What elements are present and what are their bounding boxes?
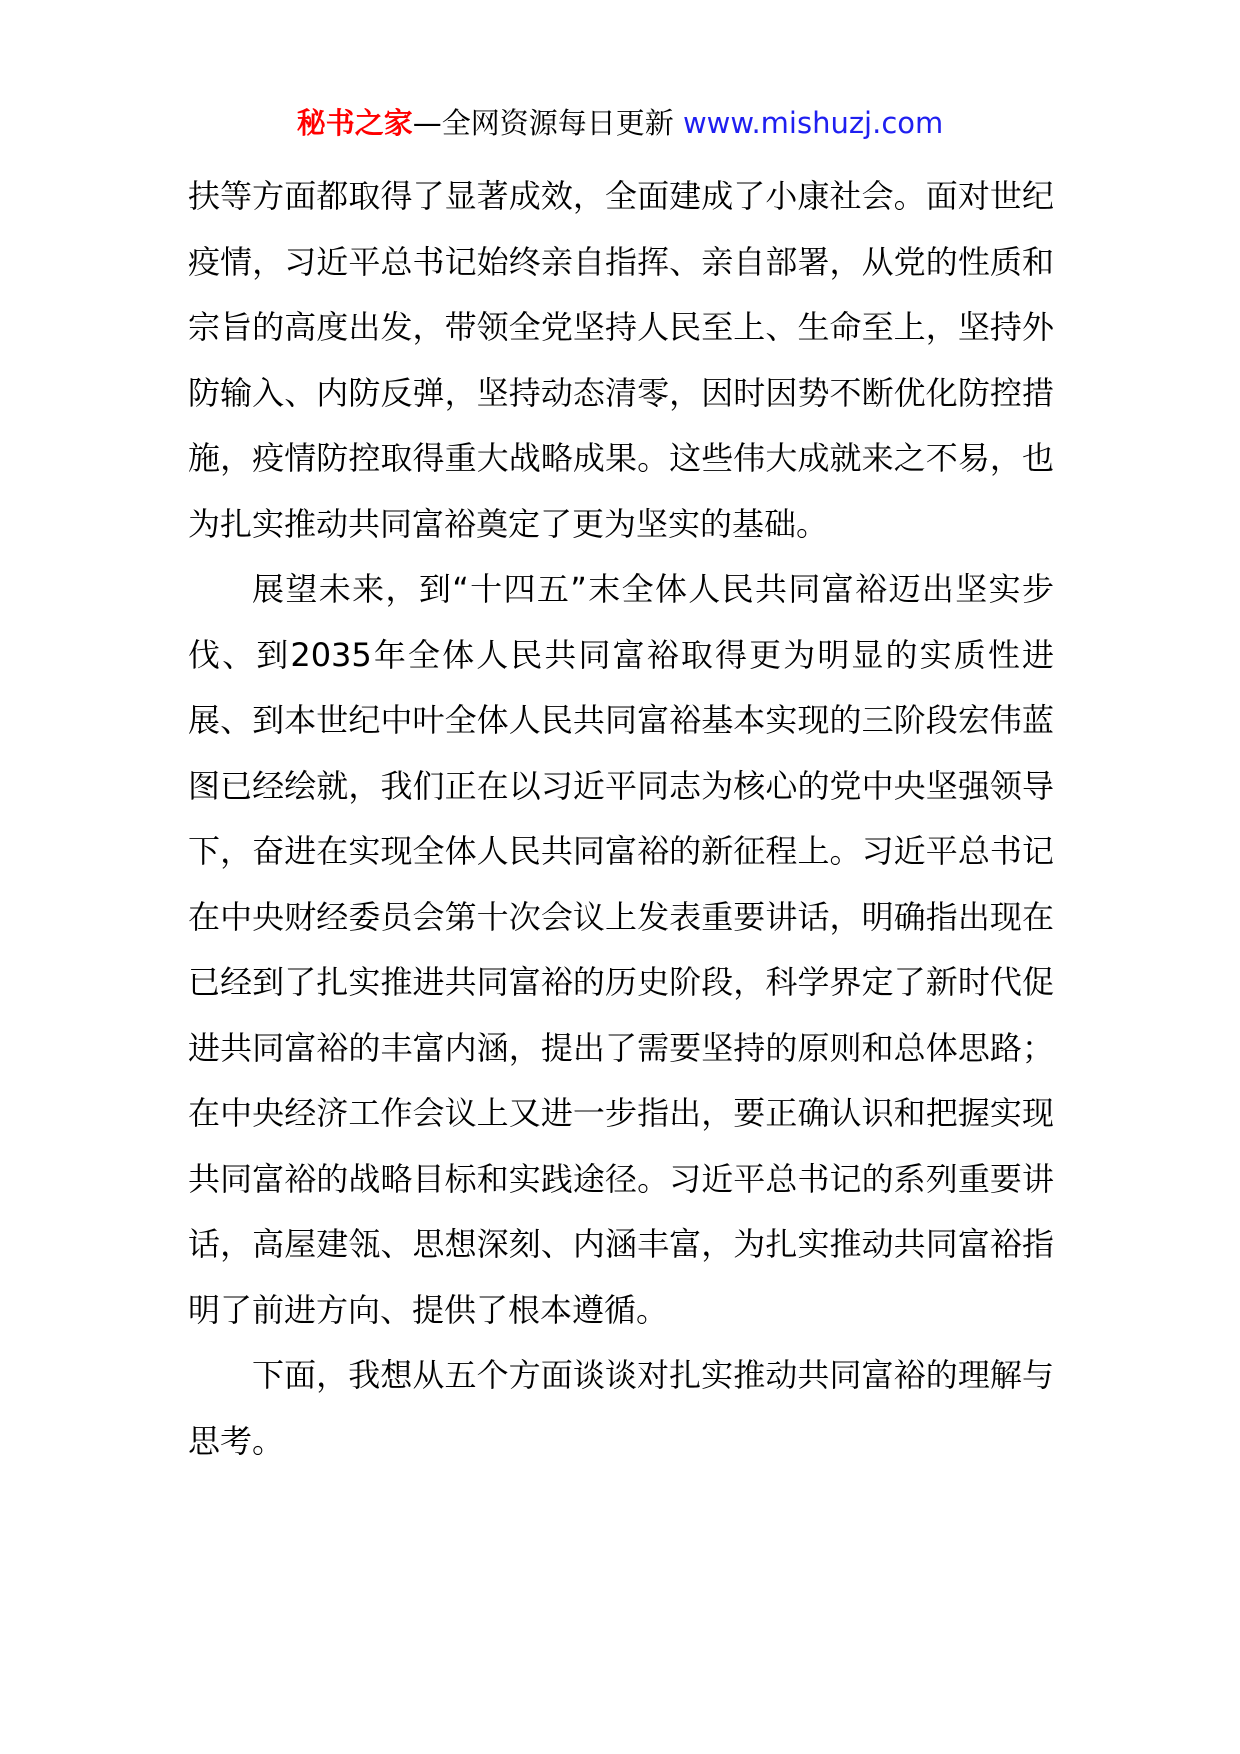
paragraph-continued: 扶等方面都取得了显著成效，全面建成了小康社会。面对世纪疫情，习近平总书记始终亲自指挥、亲自部署，从党的性质和宗旨的高度出发，带领全党坚持人民至上、生命至上，坚持外防输入、内防反弹，坚持动态清零，因时因势不断优化防控措施，疫情防控取得重大战略成果。这些伟大成就来之不易，也为扎实推动共同富裕奠定了更为坚实的基础。 xyxy=(188,177,1054,543)
page-header xyxy=(0,98,1240,148)
header-tagline: —全网资源每日更新 xyxy=(412,106,674,140)
header-brand: 秘书之家 xyxy=(296,106,413,140)
document-body xyxy=(188,164,1054,1474)
paragraph-intro-five-aspects: 下面，我想从五个方面谈谈对扎实推动共同富裕的理解与思考。 xyxy=(188,1356,1054,1460)
header-url-link[interactable]: www.mishuzj.com xyxy=(682,106,944,140)
paragraph-outlook: 展望未来，到“十四五”末全体人民共同富裕迈出坚实步伐、到2035年全体人民共同富裕取得更为明显的实质性进展、到本世纪中叶全体人民共同富裕基本实现的三阶段宏伟蓝图已经绘就，我们正在以习近平同志为核心的党中央坚强领导下，奋进在实现全体人民共同富裕的新征程上。习近平总书记在中央财经委员会第十次会议上发表重要讲话，明确指出现在已经到了扎实推进共同富裕的历史阶段，科学界定了新时代促进共同富裕的丰富内涵，提出了需要坚持的原则和总体思路；在中央经济工作会议上又进一步指出，要正确认识和把握实现共同富裕的战略目标和实践途径。习近平总书记的系列重要讲话，高屋建瓴、思想深刻、内涵丰富，为扎实推动共同富裕指明了前进方向、提供了根本遵循。 xyxy=(188,570,1054,1329)
